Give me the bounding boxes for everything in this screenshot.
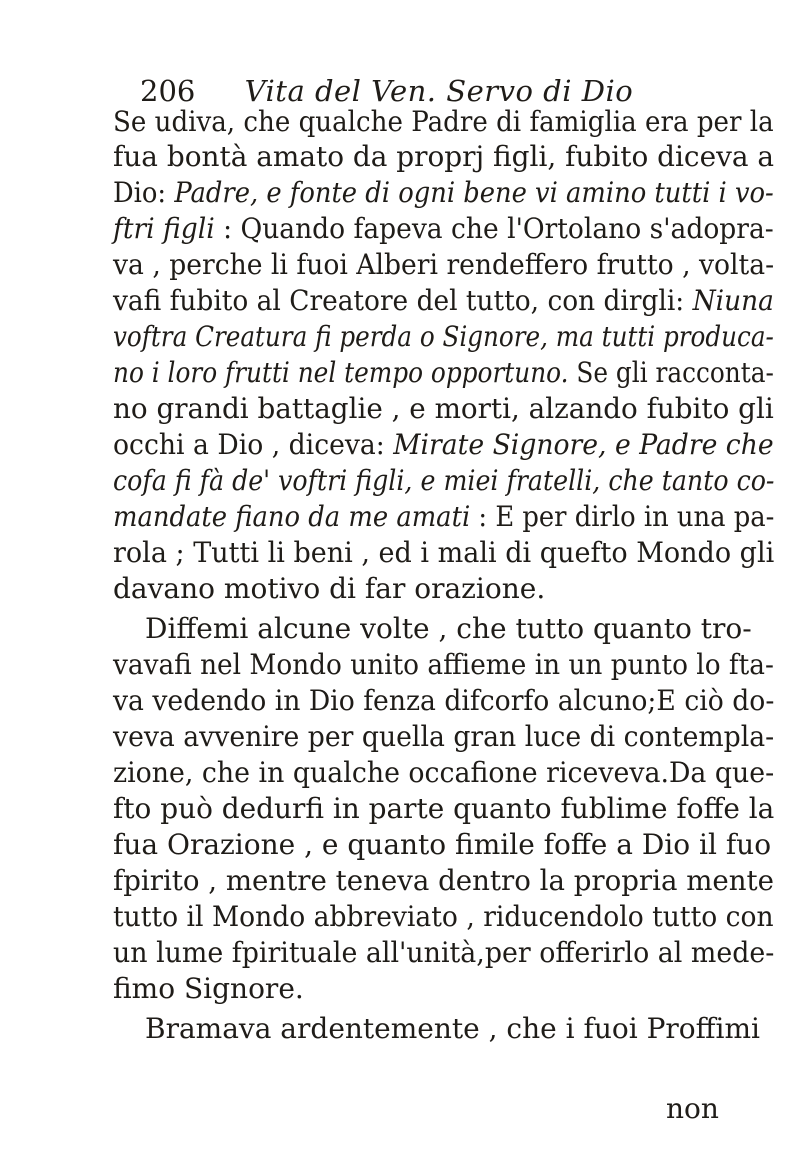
text-run: zione, che in qualche occafione riceveva.Da que- [113, 756, 775, 789]
text-run: : Quando fapeva che l'Ortolano s'adopra- [214, 212, 774, 245]
text-run: vafi fubito al Creatore del tutto, con dirgli: [113, 284, 693, 317]
italic-run: no i loro frutti nel tempo opportuno. [113, 356, 569, 389]
text-line [113, 972, 304, 1006]
text-line [113, 720, 774, 754]
text-run: veva avvenire per quella gran luce di contempla- [113, 720, 775, 753]
text-line [113, 212, 774, 246]
text-line [113, 248, 774, 282]
text-run: davano motivo di far orazione. [113, 572, 546, 605]
text-line [113, 140, 774, 174]
text-run: un lume fpirituale all'unità,per offerirlo al mede- [113, 936, 775, 969]
text-line [113, 428, 774, 462]
text-line [113, 864, 774, 898]
text-line [113, 684, 774, 718]
text-run: tutto il Mondo abbreviato , riducendolo tutto con [113, 900, 774, 933]
italic-run: Padre, e fonte di ogni bene vi amino tutti i vo- [174, 176, 774, 209]
text-run: Se gli racconta- [568, 356, 774, 389]
catchword: non [666, 1092, 719, 1125]
text-line [113, 756, 774, 790]
text-run: Diffemi alcune volte , che tutto quanto tro- [145, 612, 752, 645]
italic-run: Niuna [692, 284, 774, 317]
text-run: fto può dedurfi in parte quanto fublime foffe la [113, 792, 775, 825]
text-run: va vedendo in Dio fenza difcorfo alcuno;E ciò do- [113, 684, 775, 717]
italic-run: Mirate Signore, e Padre che [393, 428, 774, 461]
text-line [145, 612, 752, 646]
text-line [113, 284, 774, 318]
text-line [113, 176, 774, 210]
text-run: Dio: [113, 176, 175, 209]
text-run: : E per dirlo in una pa- [470, 500, 775, 533]
text-run: no grandi battaglie , e morti, alzando fubito gli [113, 392, 774, 425]
text-run: fua Orazione , e quanto fimile foffe a Dio il fuo [113, 828, 772, 861]
text-run: fua bontà amato da proprj figli, fubito diceva a [113, 140, 775, 173]
text-line [145, 1012, 760, 1046]
running-title: Vita del Ven. Servo di Dio [244, 74, 634, 108]
text-run: Bramava ardentemente , che i fuoi Proffimi [145, 1012, 761, 1045]
text-run: fpirito , mentre teneva dentro la propria mente [113, 864, 774, 897]
text-run: Se udiva, che qualche Padre di famiglia era per la [113, 105, 774, 138]
text-line [113, 356, 774, 390]
text-run: occhi a Dio , diceva: [113, 428, 394, 461]
text-line [113, 648, 774, 682]
running-head [140, 74, 633, 108]
italic-run: mandate fiano da me amati [113, 500, 471, 533]
italic-run: cofa fi fà de' voftri figli, e miei fratelli, che tanto co- [113, 464, 775, 497]
text-line [113, 828, 771, 862]
page-number: 206 [140, 74, 196, 108]
text-line [113, 464, 774, 498]
text-run: rola ; Tutti li beni , ed i mali di quefto Mondo gli [113, 536, 775, 569]
text-line [113, 500, 774, 534]
text-run: vavafi nel Mondo unito affieme in un punto lo fta- [113, 648, 774, 681]
text-line [113, 105, 774, 139]
text-line [113, 792, 774, 826]
text-line [113, 320, 774, 354]
text-line [113, 536, 774, 570]
italic-run: voftra Creatura fi perda o Signore, ma tutti produca- [113, 320, 774, 353]
text-line [113, 900, 774, 934]
text-line [113, 392, 774, 426]
italic-run: ftri figli [113, 212, 215, 245]
text-line [113, 572, 545, 606]
text-line [113, 936, 774, 970]
text-run: va , perche li fuoi Alberi rendeffero frutto , volta- [113, 248, 775, 281]
text-run: fimo Signore. [113, 972, 304, 1005]
